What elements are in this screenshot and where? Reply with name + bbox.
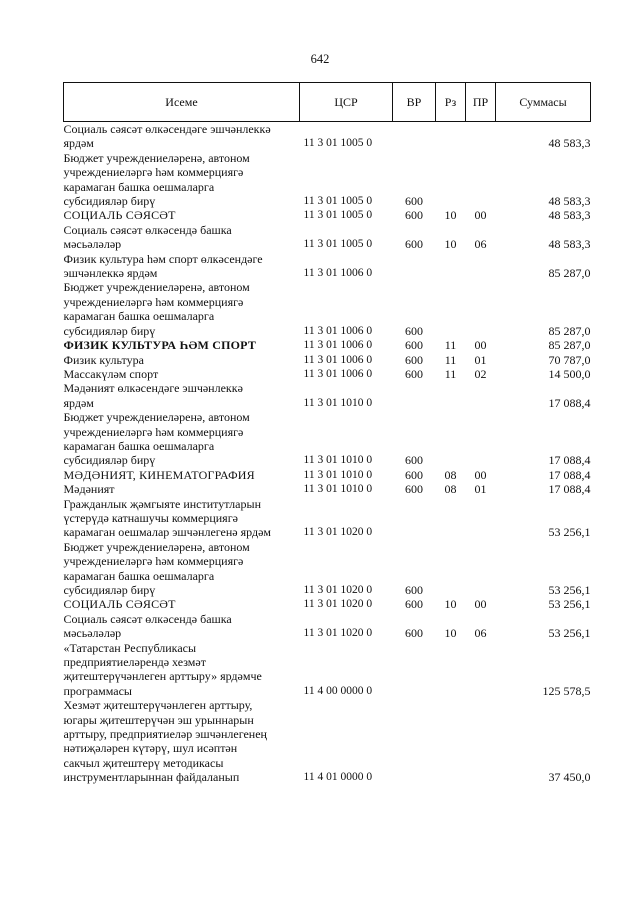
row-rz bbox=[436, 410, 466, 468]
row-sum: 125 578,5 bbox=[542, 683, 591, 698]
row-vr bbox=[393, 641, 436, 699]
row-csr: 11 3 01 1005 0 bbox=[303, 209, 373, 222]
row-name-line: субсидияләр бирү bbox=[63, 453, 156, 468]
row-name-line: ФИЗИК КУЛЬТУРА ҺӘМ СПОРТ bbox=[63, 338, 257, 353]
row-rz bbox=[436, 540, 466, 598]
row-csr: 11 3 01 1010 0 bbox=[303, 468, 373, 481]
row-csr: 11 3 01 1020 0 bbox=[303, 526, 373, 539]
row-name-line: Социаль сәясәт өлкәсендә башка bbox=[63, 222, 232, 237]
table-row bbox=[64, 338, 591, 352]
row-name bbox=[64, 381, 300, 410]
row-name bbox=[64, 410, 300, 468]
row-name-line: Бюджет учреждениеләренә, автоном bbox=[63, 280, 250, 295]
row-name bbox=[64, 252, 300, 281]
row-name bbox=[64, 698, 300, 784]
row-vr bbox=[393, 252, 436, 281]
row-vr bbox=[393, 122, 436, 151]
row-rz bbox=[436, 252, 466, 281]
row-name-line: карамаган оешмалар эшчәнлегенә ярдәм bbox=[63, 525, 271, 540]
row-name-line: Мәдәният bbox=[63, 482, 115, 497]
row-name-line: «Татарстан Республикасы bbox=[63, 640, 197, 655]
row-csr: 11 3 01 1010 0 bbox=[303, 483, 373, 496]
row-pr bbox=[466, 122, 496, 151]
row-sum: 70 787,0 bbox=[548, 352, 591, 367]
row-pr: 00 bbox=[474, 208, 487, 223]
row-name-line: субсидияләр бирү bbox=[63, 583, 156, 597]
row-name bbox=[64, 151, 300, 209]
row-sum: 17 088,4 bbox=[548, 482, 591, 497]
row-name-line: Бюджет учреждениеләренә, автоном bbox=[63, 150, 250, 165]
row-sum: 14 500,0 bbox=[548, 366, 591, 381]
row-name-line: мәсьәләләр bbox=[63, 237, 122, 252]
row-name-line: Физик культура һәм спорт өлкәсендәге bbox=[63, 251, 263, 266]
row-vr bbox=[393, 698, 436, 784]
row-csr: 11 3 01 1020 0 bbox=[303, 627, 373, 640]
row-vr: 600 bbox=[405, 583, 423, 597]
row-vr: 600 bbox=[405, 237, 423, 252]
header-rz: Рз bbox=[436, 83, 466, 122]
table-row bbox=[64, 540, 591, 598]
row-rz bbox=[436, 698, 466, 784]
row-pr bbox=[466, 381, 496, 410]
row-sum: 85 287,0 bbox=[548, 338, 591, 353]
row-name-line: Физик культура bbox=[63, 352, 144, 367]
row-sum: 48 583,3 bbox=[548, 208, 591, 223]
row-rz bbox=[436, 381, 466, 410]
row-pr: 01 bbox=[474, 482, 487, 497]
row-vr: 600 bbox=[405, 338, 423, 353]
table-row bbox=[64, 612, 591, 641]
table-row bbox=[64, 410, 591, 468]
row-vr: 600 bbox=[405, 453, 423, 468]
row-pr bbox=[466, 252, 496, 281]
row-name-line: программасы bbox=[63, 683, 132, 698]
table-row bbox=[64, 597, 591, 611]
row-name-line: карамаган башка оешмаларга bbox=[63, 309, 215, 324]
row-sum: 37 450,0 bbox=[548, 770, 591, 785]
row-csr: 11 3 01 1020 0 bbox=[303, 584, 373, 596]
table-row bbox=[64, 641, 591, 699]
row-name-line: учреждениеләргә һәм коммерциягә bbox=[63, 554, 244, 569]
row-rz bbox=[436, 122, 466, 151]
row-rz bbox=[436, 151, 466, 209]
row-vr: 600 bbox=[405, 482, 423, 497]
row-name-line: учреждениеләргә һәм коммерциягә bbox=[63, 165, 244, 180]
table-row bbox=[64, 122, 591, 151]
row-sum: 17 088,4 bbox=[548, 453, 591, 468]
table-row bbox=[64, 208, 591, 222]
row-name-line: сакчыл җитештерү методикасы bbox=[63, 755, 224, 770]
row-csr: 11 3 01 1005 0 bbox=[303, 238, 373, 251]
row-csr: 11 3 01 1020 0 bbox=[303, 598, 373, 611]
row-csr: 11 4 00 0000 0 bbox=[303, 684, 373, 697]
row-name bbox=[64, 540, 300, 598]
row-sum: 17 088,4 bbox=[548, 467, 591, 482]
row-sum: 48 583,3 bbox=[548, 136, 591, 151]
row-name bbox=[64, 367, 300, 381]
row-pr: 00 bbox=[474, 338, 487, 353]
row-name-line: Социаль сәясәт өлкәсендә башка bbox=[63, 611, 232, 626]
row-rz: 10 bbox=[444, 237, 457, 252]
header-vr: ВР bbox=[393, 83, 436, 122]
row-sum: 85 287,0 bbox=[548, 266, 591, 281]
row-vr: 600 bbox=[405, 352, 423, 367]
row-vr: 600 bbox=[405, 208, 423, 223]
row-name-line: карамаган башка оешмаларга bbox=[63, 179, 215, 194]
row-name-line: Социаль сәясәт өлкәсендәге эшчәнлеккә bbox=[63, 122, 271, 136]
row-rz bbox=[436, 497, 466, 540]
header-name: Исеме bbox=[64, 83, 300, 122]
row-name bbox=[64, 482, 300, 496]
row-name-line: инструментларыннан файдаланып bbox=[63, 770, 240, 785]
row-vr: 600 bbox=[405, 194, 423, 209]
table-row bbox=[64, 353, 591, 367]
table-row bbox=[64, 497, 591, 540]
row-name-line: учреждениеләргә һәм коммерциягә bbox=[63, 424, 244, 439]
row-name-line: үстерүдә катнашучы коммерциягә bbox=[63, 510, 238, 525]
table-header bbox=[64, 83, 591, 122]
row-sum: 53 256,1 bbox=[548, 525, 591, 540]
table-row bbox=[64, 468, 591, 482]
row-name-line: Мәдәният өлкәсендәге эшчәнлеккә bbox=[63, 381, 243, 396]
table-row bbox=[64, 151, 591, 209]
row-sum: 48 583,3 bbox=[548, 237, 591, 252]
row-rz: 11 bbox=[444, 338, 457, 353]
row-pr bbox=[466, 280, 496, 338]
row-vr: 600 bbox=[405, 323, 423, 338]
row-pr: 00 bbox=[474, 467, 487, 482]
row-pr: 06 bbox=[474, 237, 487, 252]
row-name bbox=[64, 612, 300, 641]
row-name bbox=[64, 497, 300, 540]
row-name bbox=[64, 353, 300, 367]
row-name-line: ярдәм bbox=[63, 136, 94, 151]
row-sum: 17 088,4 bbox=[548, 395, 591, 410]
row-rz: 08 bbox=[444, 482, 457, 497]
row-name-line: Гражданлык җәмгыяте институтларын bbox=[63, 496, 261, 511]
row-name bbox=[64, 338, 300, 352]
row-pr bbox=[466, 698, 496, 784]
table-row bbox=[64, 223, 591, 252]
row-name-line: учреждениеләргә һәм коммерциягә bbox=[63, 294, 244, 309]
row-sum: 85 287,0 bbox=[548, 323, 591, 338]
row-name-line: карамаган башка оешмаларга bbox=[63, 438, 215, 453]
row-vr: 600 bbox=[405, 467, 423, 482]
row-pr bbox=[466, 410, 496, 468]
header-csr: ЦСР bbox=[300, 83, 393, 122]
row-pr bbox=[466, 641, 496, 699]
row-sum: 48 583,3 bbox=[548, 194, 591, 209]
row-pr: 01 bbox=[474, 352, 487, 367]
budget-table bbox=[63, 82, 591, 785]
row-name bbox=[64, 468, 300, 482]
row-vr: 600 bbox=[405, 597, 423, 612]
row-name-line: Хезмәт җитештерүчәнлеген арттыру, bbox=[63, 698, 253, 713]
row-name-line: җитештерүчәнлеген арттыру» ярдәмче bbox=[63, 669, 262, 684]
row-name bbox=[64, 223, 300, 252]
row-rz: 10 bbox=[444, 597, 457, 612]
row-name-line: СОЦИАЛЬ СӘЯСӘТ bbox=[63, 597, 176, 612]
row-name-line: югары җитештерүчән эш урыннарын bbox=[63, 712, 254, 727]
page-number: 642 bbox=[310, 52, 330, 66]
row-vr: 600 bbox=[405, 626, 423, 641]
row-name-line: предприятиеләрендә хезмәт bbox=[63, 655, 206, 670]
row-rz bbox=[436, 641, 466, 699]
row-name-line: эшчәнлеккә ярдәм bbox=[63, 266, 158, 281]
row-csr: 11 3 01 1005 0 bbox=[303, 195, 373, 208]
row-pr bbox=[466, 151, 496, 209]
table-row bbox=[64, 252, 591, 281]
row-vr bbox=[393, 497, 436, 540]
row-csr: 11 3 01 1006 0 bbox=[303, 353, 373, 366]
row-name-line: Бюджет учреждениеләренә, автоном bbox=[63, 410, 250, 425]
table-row bbox=[64, 367, 591, 381]
table-row bbox=[64, 280, 591, 338]
row-name bbox=[64, 280, 300, 338]
row-name-line: ярдәм bbox=[63, 395, 94, 410]
row-pr bbox=[466, 497, 496, 540]
table-body bbox=[64, 122, 591, 785]
row-pr: 00 bbox=[474, 597, 487, 612]
row-csr: 11 3 01 1010 0 bbox=[303, 396, 373, 409]
row-rz: 10 bbox=[444, 208, 457, 223]
header-pr: ПР bbox=[466, 83, 496, 122]
header-sum: Суммасы bbox=[496, 83, 591, 122]
row-vr: 600 bbox=[405, 366, 423, 381]
row-rz bbox=[436, 280, 466, 338]
table-row bbox=[64, 381, 591, 410]
row-rz: 10 bbox=[444, 626, 457, 641]
row-name-line: нәтиҗәләрен күтәрү, шул исәптән bbox=[63, 741, 238, 756]
row-csr: 11 3 01 1006 0 bbox=[303, 367, 373, 380]
row-sum: 53 256,1 bbox=[548, 626, 591, 641]
table-row bbox=[64, 698, 591, 784]
row-csr: 11 3 01 1010 0 bbox=[303, 454, 373, 467]
row-name-line: МӘДӘНИЯТ, КИНЕМАТОГРАФИЯ bbox=[63, 467, 255, 482]
row-csr: 11 3 01 1006 0 bbox=[303, 324, 373, 337]
table-row bbox=[64, 482, 591, 496]
row-name-line: СОЦИАЛЬ СӘЯСӘТ bbox=[63, 208, 176, 223]
row-name bbox=[64, 122, 300, 151]
row-name bbox=[64, 641, 300, 699]
row-csr: 11 3 01 1006 0 bbox=[303, 339, 373, 352]
row-name-line: арттыру, предприятиеләр эшчәнлегенең bbox=[63, 727, 267, 742]
row-name bbox=[64, 208, 300, 222]
row-pr: 06 bbox=[474, 626, 487, 641]
row-name-line: карамаган башка оешмаларга bbox=[63, 568, 215, 583]
row-rz: 08 bbox=[444, 467, 457, 482]
row-name-line: мәсьәләләр bbox=[63, 626, 122, 641]
row-name-line: Бюджет учреждениеләренә, автоном bbox=[63, 539, 250, 554]
row-csr: 11 4 01 0000 0 bbox=[303, 771, 373, 784]
row-pr bbox=[466, 540, 496, 598]
row-sum: 53 256,1 bbox=[548, 583, 591, 597]
row-rz: 11 bbox=[444, 366, 457, 381]
row-name-line: Массакүләм спорт bbox=[63, 366, 159, 381]
row-csr: 11 3 01 1005 0 bbox=[303, 137, 373, 150]
row-sum: 53 256,1 bbox=[548, 597, 591, 612]
row-rz: 11 bbox=[444, 352, 457, 367]
row-csr: 11 3 01 1006 0 bbox=[303, 267, 373, 280]
row-name-line: субсидияләр бирү bbox=[63, 194, 156, 209]
row-vr bbox=[393, 381, 436, 410]
row-name-line: субсидияләр бирү bbox=[63, 323, 156, 338]
row-pr: 02 bbox=[474, 366, 487, 381]
row-name bbox=[64, 597, 300, 611]
